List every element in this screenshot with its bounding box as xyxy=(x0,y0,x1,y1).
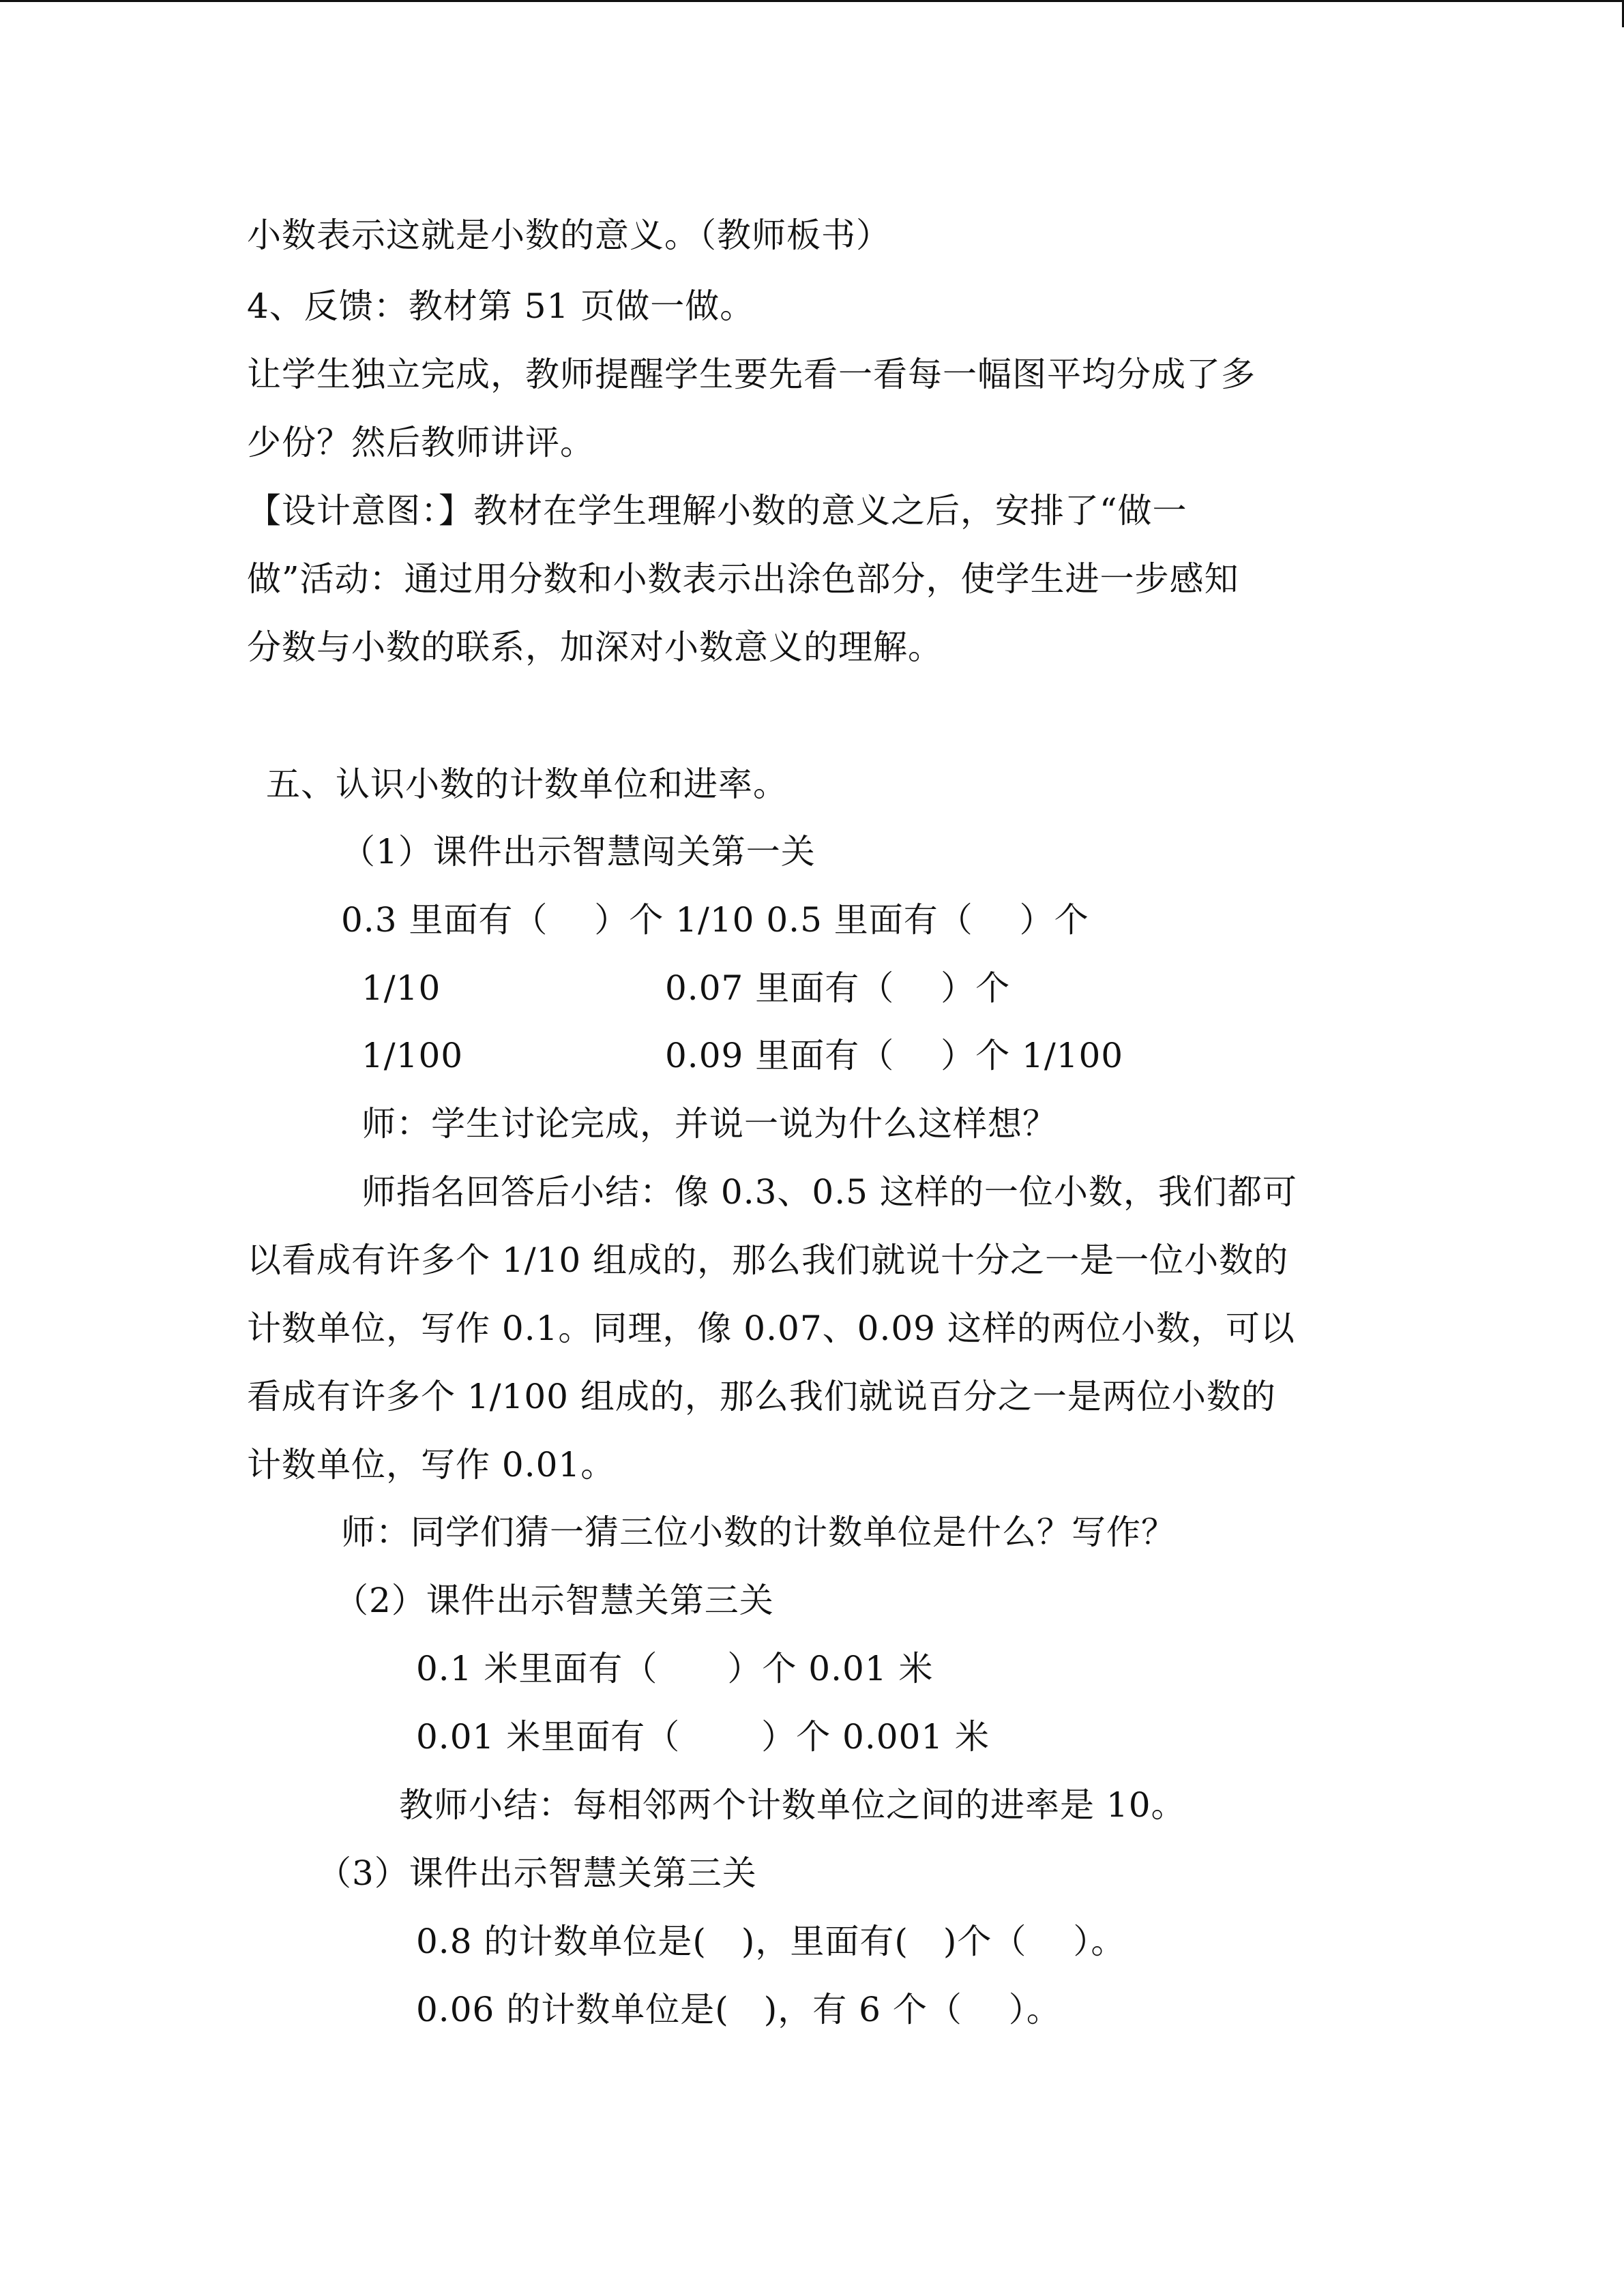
text-line: 0.1 米里面有（ ）个 0.01 米 xyxy=(416,1649,934,1688)
text-line: 计数单位，写作 0.01。 xyxy=(247,1445,616,1485)
text-line: 看成有许多个 1/100 组成的，那么我们就说百分之一是两位小数的 xyxy=(247,1377,1276,1416)
text-line: 师：同学们猜一猜三位小数的计数单位是什么？写作？ xyxy=(341,1512,1176,1552)
text-line: 少份？然后教师讲评。 xyxy=(247,423,595,462)
text-line: 1/100 xyxy=(361,1036,464,1075)
text-line: 师：学生讨论完成，并说一说为什么这样想？ xyxy=(361,1104,1057,1144)
text-line: 0.09 里面有（ ）个 1/100 xyxy=(665,1036,1124,1075)
text-line: 师指名回答后小结：像 0.3、0.5 这样的一位小数，我们都可 xyxy=(361,1172,1297,1212)
text-line: （1）课件出示智慧闯关第一关 xyxy=(341,832,816,871)
text-line: 教师小结：每相邻两个计数单位之间的进率是 10。 xyxy=(399,1785,1186,1825)
text-line: 分数与小数的联系，加深对小数意义的理解。 xyxy=(247,627,943,667)
text-line: 小数表示这就是小数的意义。（教师板书） xyxy=(247,215,891,255)
section-heading: 五、认识小数的计数单位和进率。 xyxy=(266,764,788,804)
text-line: 1/10 xyxy=(361,968,441,1008)
text-line: 0.8 的计数单位是( )，里面有( )个（ ）。 xyxy=(416,1922,1126,1961)
page-top-border xyxy=(0,0,1624,2)
text-line: 以看成有许多个 1/10 组成的，那么我们就说十分之一是一位小数的 xyxy=(247,1240,1289,1280)
text-line: 4、反馈：教材第 51 页做一做。 xyxy=(247,286,755,326)
text-line: （3）课件出示智慧关第三关 xyxy=(317,1853,757,1893)
text-line: 让学生独立完成，教师提醒学生要先看一看每一幅图平均分成了多 xyxy=(247,355,1256,394)
text-line: 0.3 里面有（ ）个 1/10 0.5 里面有（ ）个 xyxy=(341,900,1089,940)
text-line: 0.01 米里面有（ ）个 0.001 米 xyxy=(416,1717,990,1757)
text-line: 0.07 里面有（ ）个 xyxy=(665,968,1011,1008)
text-line: 【设计意图：】教材在学生理解小数的意义之后，安排了“做一 xyxy=(247,491,1187,531)
text-line: 计数单位，写作 0.1。同理，像 0.07、0.09 这样的两位小数，可以 xyxy=(247,1309,1295,1348)
text-line: 做”活动：通过用分数和小数表示出涂色部分，使学生进一步感知 xyxy=(247,559,1239,599)
text-line: （2）课件出示智慧关第三关 xyxy=(334,1581,774,1620)
text-line: 0.06 的计数单位是( )，有 6 个（ ）。 xyxy=(416,1990,1061,2029)
